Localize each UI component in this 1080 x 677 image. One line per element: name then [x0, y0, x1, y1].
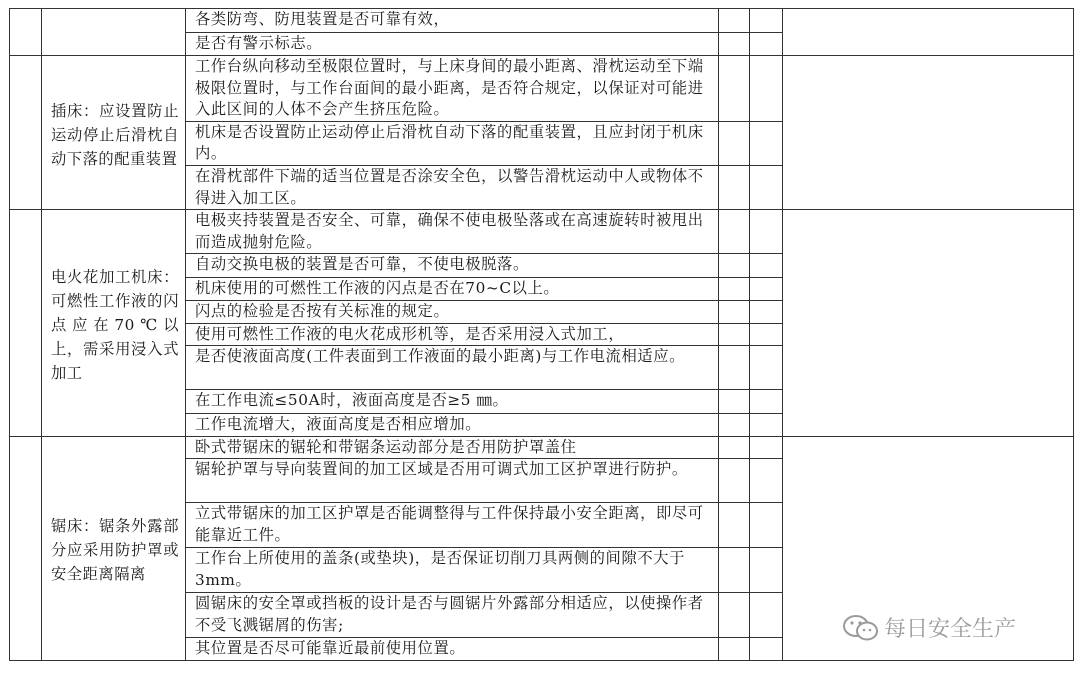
- check-item-cell: 电极夹持装置是否安全、可靠，确保不使电极坠落或在高速旋转时被甩出而造成抛射危险。: [186, 210, 719, 254]
- result-yes-cell[interactable]: [719, 346, 750, 390]
- check-item-cell: 工作台纵向移动至极限位置时，与上床身间的最小距离、滑枕运动至下端极限位置时，与工作台面间的最小距离，是否符合规定，以保证对可能进入此区间的人体不会产生挤压危险。: [186, 56, 719, 122]
- checklist-body: [10, 9, 1074, 661]
- watermark: [842, 612, 1016, 643]
- result-no-cell[interactable]: [750, 593, 783, 637]
- check-item-cell: 立式带锯床的加工区护罩是否能调整得与工件保持最小安全距离，即尽可能靠近工件。: [186, 503, 719, 548]
- check-item-cell: 工作电流增大，液面高度是否相应增加。: [186, 414, 719, 437]
- remarks-cell[interactable]: [783, 56, 1074, 210]
- result-yes-cell[interactable]: [719, 121, 750, 165]
- table-row: [10, 9, 1074, 33]
- result-no-cell[interactable]: [750, 414, 783, 437]
- result-no-cell[interactable]: [750, 346, 783, 390]
- result-yes-cell[interactable]: [719, 459, 750, 503]
- table-row: [10, 210, 1074, 254]
- result-yes-cell[interactable]: [719, 165, 750, 209]
- result-no-cell[interactable]: [750, 323, 783, 346]
- result-no-cell[interactable]: [750, 300, 783, 323]
- check-item-cell: 各类防弯、防甩装置是否可靠有效，: [186, 9, 719, 33]
- checklist-table: [9, 8, 1074, 661]
- check-item-cell: 是否有警示标志。: [186, 33, 719, 56]
- check-item-cell: 工作台上所使用的盖条(或垫块)，是否保证切削刀具两侧的间隙不大于3mm。: [186, 548, 719, 593]
- result-yes-cell[interactable]: [719, 593, 750, 637]
- result-yes-cell[interactable]: [719, 56, 750, 122]
- result-no-cell[interactable]: [750, 548, 783, 593]
- result-yes-cell[interactable]: [719, 390, 750, 414]
- check-item-cell: 圆锯床的安全罩或挡板的设计是否与圆锯片外露部分相适应，以使操作者不受飞溅锯屑的伤害;: [186, 593, 719, 637]
- result-yes-cell[interactable]: [719, 414, 750, 437]
- index-cell: [10, 210, 42, 437]
- result-yes-cell[interactable]: [719, 33, 750, 56]
- result-no-cell[interactable]: [750, 459, 783, 503]
- category-cell: 锯床：锯条外露部分应采用防护罩或安全距离隔离: [42, 436, 186, 660]
- table-row: [10, 56, 1074, 122]
- result-no-cell[interactable]: [750, 165, 783, 209]
- result-no-cell[interactable]: [750, 9, 783, 33]
- result-no-cell[interactable]: [750, 254, 783, 278]
- result-yes-cell[interactable]: [719, 254, 750, 278]
- index-cell: [10, 436, 42, 660]
- check-item-cell: 卧式带锯床的锯轮和带锯条运动部分是否用防护罩盖住: [186, 436, 719, 459]
- wechat-icon: [842, 613, 880, 643]
- result-no-cell[interactable]: [750, 210, 783, 254]
- remarks-cell[interactable]: [783, 9, 1074, 56]
- result-no-cell[interactable]: [750, 33, 783, 56]
- check-item-cell: 自动交换电极的装置是否可靠，不使电极脱落。: [186, 254, 719, 278]
- check-item-cell: 锯轮护罩与导向装置间的加工区域是否用可调式加工区护罩进行防护。: [186, 459, 719, 503]
- category-cell: 插床：应设置防止运动停止后滑枕自动下落的配重装置: [42, 56, 186, 210]
- table-row: [10, 436, 1074, 459]
- result-yes-cell[interactable]: [719, 503, 750, 548]
- check-item-cell: 机床使用的可燃性工作液的闪点是否在70~C以上。: [186, 278, 719, 301]
- result-yes-cell[interactable]: [719, 637, 750, 660]
- check-item-cell: 其位置是否尽可能靠近最前使用位置。: [186, 637, 719, 660]
- check-item-cell: 是否使液面高度(工件表面到工作液面的最小距离)与工作电流相适应。: [186, 346, 719, 390]
- result-yes-cell[interactable]: [719, 9, 750, 33]
- result-no-cell[interactable]: [750, 56, 783, 122]
- result-no-cell[interactable]: [750, 637, 783, 660]
- check-item-cell: 使用可燃性工作液的电火花成形机等，是否采用浸入式加工，: [186, 323, 719, 346]
- result-yes-cell[interactable]: [719, 278, 750, 301]
- check-item-cell: 在工作电流≤50A时，液面高度是否≥5 ㎜。: [186, 390, 719, 414]
- result-no-cell[interactable]: [750, 436, 783, 459]
- check-item-cell: 机床是否设置防止运动停止后滑枕自动下落的配重装置，且应封闭于机床内。: [186, 121, 719, 165]
- index-cell: [10, 56, 42, 210]
- result-yes-cell[interactable]: [719, 436, 750, 459]
- check-item-cell: 闪点的检验是否按有关标准的规定。: [186, 300, 719, 323]
- result-no-cell[interactable]: [750, 390, 783, 414]
- result-no-cell[interactable]: [750, 278, 783, 301]
- watermark-text: 每日安全生产: [884, 617, 1017, 642]
- result-yes-cell[interactable]: [719, 210, 750, 254]
- result-yes-cell[interactable]: [719, 323, 750, 346]
- result-yes-cell[interactable]: [719, 548, 750, 593]
- category-cell: [42, 9, 186, 56]
- result-no-cell[interactable]: [750, 503, 783, 548]
- check-item-cell: 在滑枕部件下端的适当位置是否涂安全色，以警告滑枕运动中人或物体不得进入加工区。: [186, 165, 719, 209]
- remarks-cell[interactable]: [783, 210, 1074, 437]
- result-no-cell[interactable]: [750, 121, 783, 165]
- index-cell: [10, 9, 42, 56]
- category-cell: 电火花加工机床：可燃性工作液的闪点应在70℃以上，需采用浸入式加工: [42, 210, 186, 437]
- result-yes-cell[interactable]: [719, 300, 750, 323]
